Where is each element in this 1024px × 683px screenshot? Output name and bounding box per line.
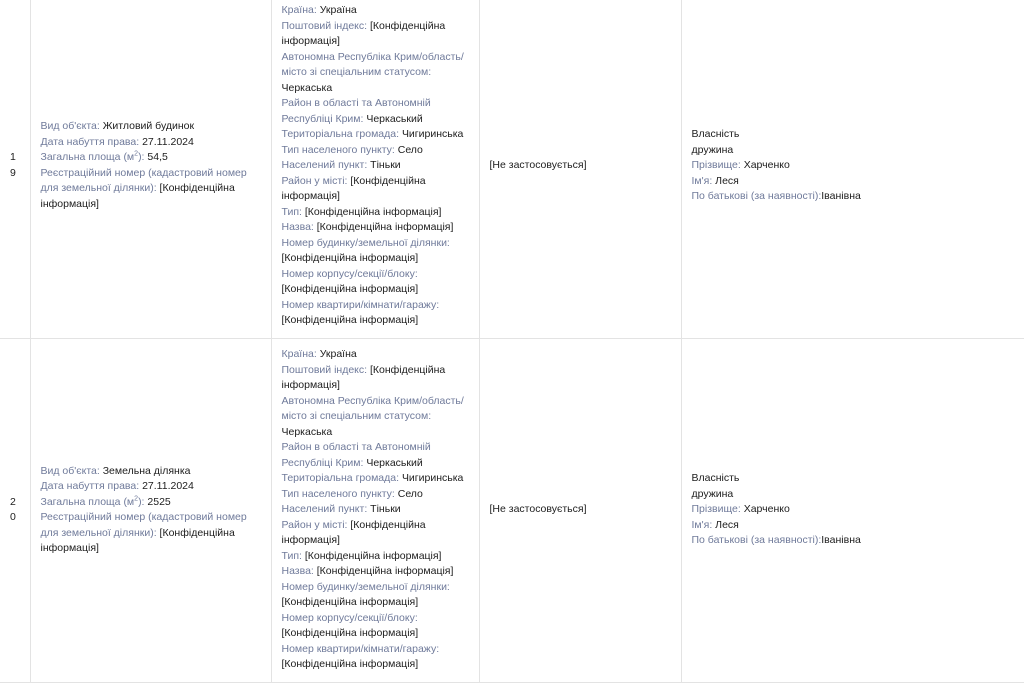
address-street-type: Тип: [Конфіденційна інформація] [281, 549, 442, 562]
owner-name: Ім'я: Леся [691, 518, 739, 531]
address-cell [271, 338, 479, 682]
address-apartment: Номер квартири/кімнати/гаражу: [Конфіденційна інформація] [281, 642, 440, 671]
acquisition-date: Дата набуття права: 27.11.2024 [40, 480, 194, 492]
status-cell: [Не застосовується] [479, 0, 681, 338]
row-number: 20 [0, 338, 30, 682]
address-city-district: Район у місті: [Конфіденційна інформація] [281, 174, 426, 202]
address-city-district: Район у місті: [Конфіденційна інформація] [281, 518, 426, 547]
address-settlement: Населений пункт: Тіньки [281, 503, 401, 516]
owner-relation: дружина [691, 487, 734, 500]
owner-patronymic: По батькові (за наявності):Іванівна [691, 190, 861, 202]
ownership-type: Власність [691, 472, 740, 485]
owner-surname: Прізвище: Харченко [691, 503, 790, 516]
address-country: Країна: Україна [281, 4, 357, 16]
address-street-type: Тип: [Конфіденційна інформація] [281, 205, 442, 218]
owner-surname: Прізвище: Харченко [691, 159, 790, 171]
row-number: 19 [0, 0, 30, 338]
address-block: Номер корпусу/секції/блоку: [Конфіденційна інформація] [281, 267, 419, 295]
object-cell [30, 0, 271, 338]
address-cell [271, 0, 479, 338]
address-street-name: Назва: [Конфіденційна інформація] [281, 565, 454, 578]
address-settlement: Населений пункт: Тіньки [281, 159, 401, 171]
address-building: Номер будинку/земельної ділянки: [Конфіденційна інформація] [281, 236, 450, 264]
object-type: Вид об'єкта: Житловий будинок [40, 120, 195, 133]
table-row [0, 0, 1024, 338]
address-settlement-type: Тип населеного пункту: Село [281, 143, 423, 156]
registration-number: Реєстраційний номер (кадастровий номер для земельної ділянки): [Конфіденційна інформація] [40, 166, 247, 210]
object-type: Вид об'єкта: Земельна ділянка [40, 464, 191, 477]
address-postal: Поштовий індекс: [Конфіденційна інформація] [281, 19, 446, 47]
status-cell: [Не застосовується] [479, 338, 681, 682]
address-district: Район в області та Автономній Республіці Крим: Черкаський [281, 97, 431, 125]
registration-number: Реєстраційний номер (кадастровий номер для земельної ділянки): [Конфіденційна інформація] [40, 511, 247, 554]
address-community: Територіальна громада: Чигиринська [281, 472, 464, 485]
owner-relation: дружина [691, 143, 734, 156]
address-country: Країна: Україна [281, 348, 357, 361]
owner-patronymic: По батькові (за наявності):Іванівна [691, 534, 861, 547]
total-area: Загальна площа $(м^2)$: 54,5 [40, 150, 168, 164]
address-block: Номер корпусу/секції/блоку: [Конфіденційна інформація] [281, 611, 419, 640]
address-region: Автономна Республіка Крим/область/ місто зі спеціальним статусом: Черкаська [281, 394, 464, 438]
owner-cell [681, 338, 1024, 682]
ownership-type: Власність [691, 128, 740, 140]
address-settlement-type: Тип населеного пункту: Село [281, 487, 423, 500]
owner-cell [681, 0, 1024, 338]
address-street-name: Назва: [Конфіденційна інформація] [281, 221, 454, 233]
acquisition-date: Дата набуття права: 27.11.2024 [40, 135, 194, 148]
address-postal: Поштовий індекс: [Конфіденційна інформація] [281, 363, 446, 392]
address-region: Автономна Республіка Крим/область/ місто зі спеціальним статусом: Черкаська [281, 50, 464, 94]
total-area: Загальна площа $(м^2)$: 2525 [40, 495, 171, 508]
address-apartment: Номер квартири/кімнати/гаражу: [Конфіденційна інформація] [281, 298, 440, 326]
table-row [0, 338, 1024, 682]
address-district: Район в області та Автономній Республіці Крим: Черкаський [281, 441, 431, 469]
owner-name: Ім'я: Леся [691, 174, 739, 187]
address-community: Територіальна громада: Чигиринська [281, 128, 464, 140]
object-cell [30, 338, 271, 682]
address-building: Номер будинку/земельної ділянки: [Конфіденційна інформація] [281, 580, 450, 609]
